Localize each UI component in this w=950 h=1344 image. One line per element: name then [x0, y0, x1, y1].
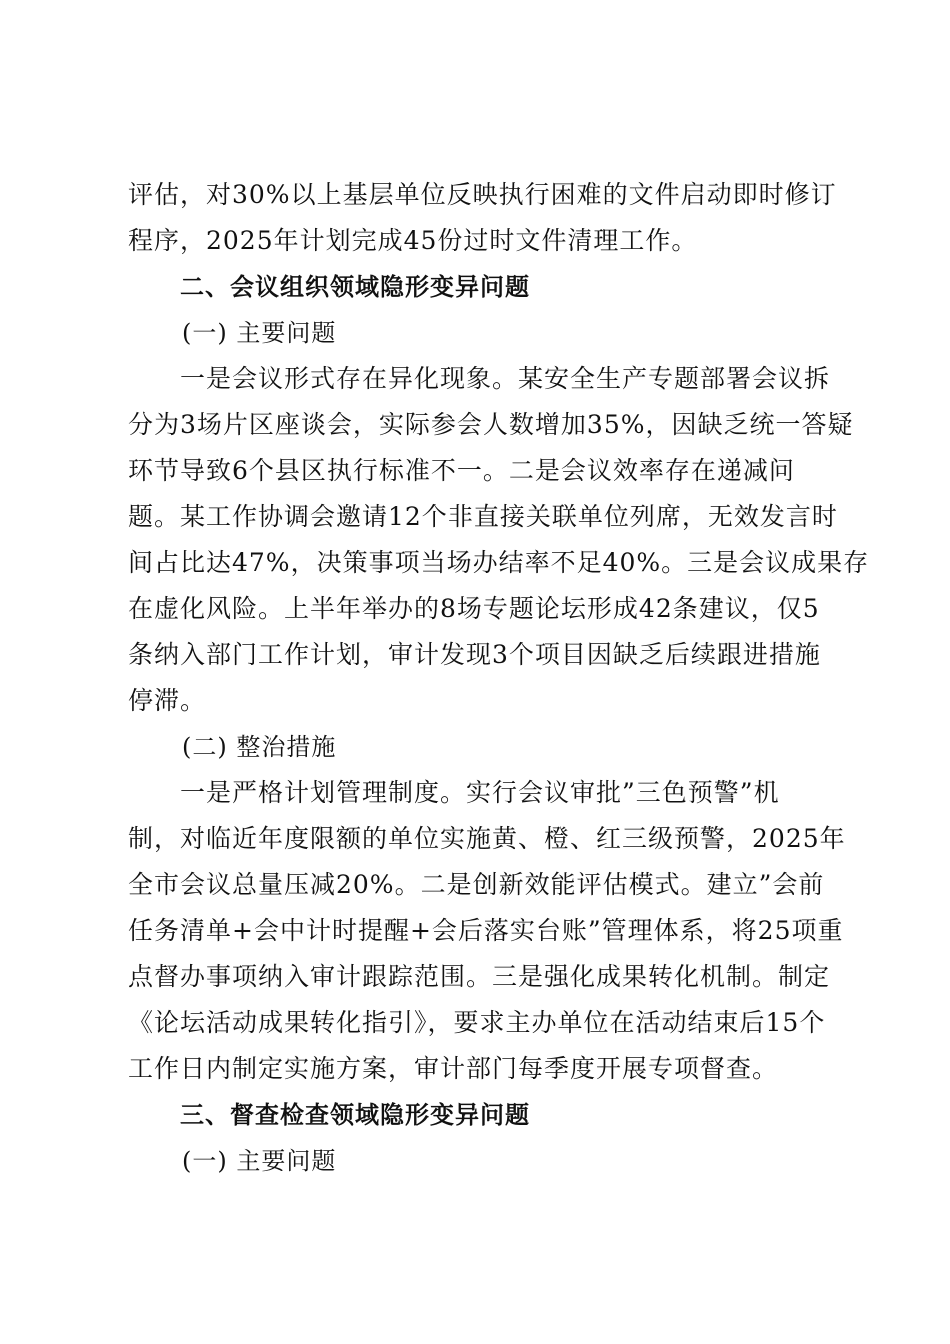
paragraph-line: 分为3场片区座谈会，实际参会人数增加35%，因缺乏统一答疑	[128, 410, 854, 439]
subsection-heading: (二) 整治措施	[182, 733, 337, 761]
paragraph-line: 工作日内制定实施方案，审计部门每季度开展专项督查。	[128, 1054, 779, 1083]
document-body	[128, 172, 870, 1184]
paragraph-line: 制，对临近年度限额的单位实施黄、橙、红三级预警，2025年	[128, 824, 846, 853]
paragraph-line: 全市会议总量压减20%。二是创新效能评估模式。建立”会前	[128, 870, 825, 899]
subsection-heading: (一) 主要问题	[182, 319, 337, 347]
paragraph-line: 在虚化风险。上半年举办的8场专题论坛形成42条建议，仅5	[128, 594, 820, 623]
section-heading-3: 三、督查检查领域隐形变异问题	[180, 1101, 530, 1129]
paragraph-line: 程序，2025年计划完成45份过时文件清理工作。	[128, 226, 698, 255]
paragraph-line: 任务清单+会中计时提醒+会后落实台账”管理体系，将25项重	[128, 916, 844, 945]
paragraph-line: 环节导致6个县区执行标准不一。二是会议效率存在递减问	[128, 456, 795, 485]
paragraph-line: 评估，对30%以上基层单位反映执行困难的文件启动即时修订	[128, 180, 837, 209]
paragraph-line: 一是严格计划管理制度。实行会议审批”三色预警”机	[180, 778, 780, 807]
subsection-heading: (一) 主要问题	[182, 1147, 337, 1175]
paragraph-line: 条纳入部门工作计划，审计发现3个项目因缺乏后续跟进措施	[128, 640, 821, 669]
paragraph-line: 《论坛活动成果转化指引》，要求主办单位在活动结束后15个	[128, 1008, 826, 1037]
paragraph-line: 间占比达47%，决策事项当场办结率不足40%。三是会议成果存	[128, 548, 870, 577]
paragraph-line: 一是会议形式存在异化现象。某安全生产专题部署会议拆	[180, 364, 831, 393]
paragraph-line: 题。某工作协调会邀请12个非直接关联单位列席，无效发言时	[128, 502, 838, 531]
section-heading-2: 二、会议组织领域隐形变异问题	[180, 273, 530, 301]
paragraph-line: 停滞。	[128, 686, 207, 715]
paragraph-line: 点督办事项纳入审计跟踪范围。三是强化成果转化机制。制定	[128, 962, 831, 991]
